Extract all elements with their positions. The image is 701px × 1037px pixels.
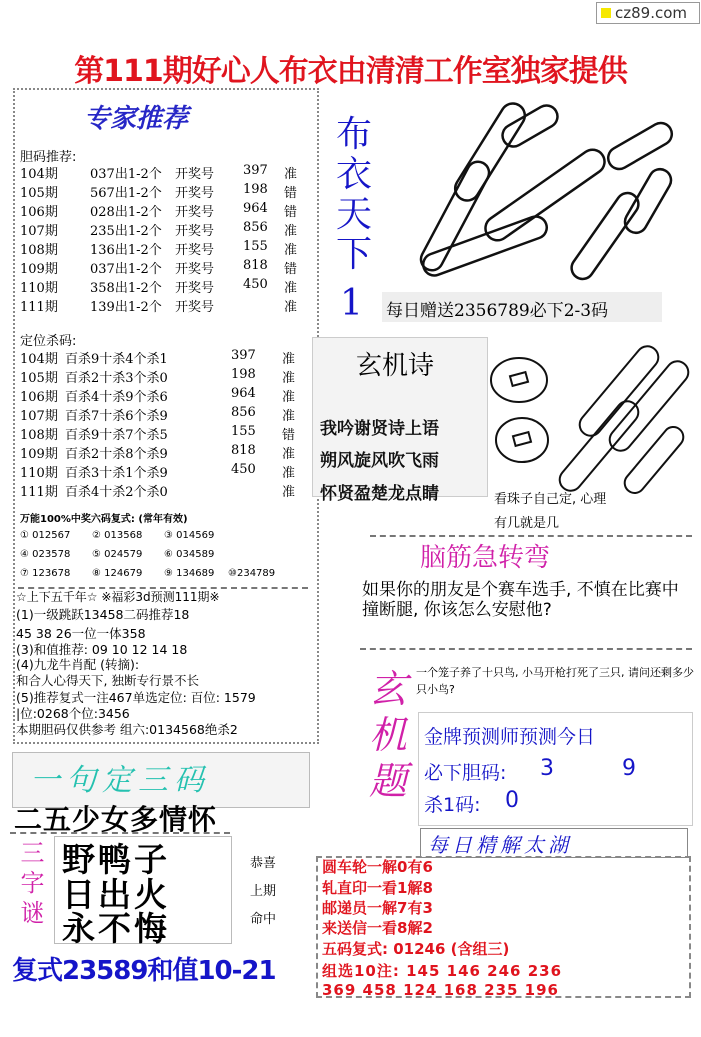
kill-period: 107期 — [20, 409, 58, 424]
expert-heading: 专家推荐 — [84, 104, 189, 134]
buyi-number: 1 — [340, 283, 363, 324]
dan-result: 198 — [243, 182, 268, 197]
dan-result: 818 — [243, 258, 268, 273]
kill-result: 450 — [231, 462, 256, 477]
dan-period: 111期 — [20, 300, 58, 315]
final-clue-line: 邮递员一解7有3 — [322, 899, 433, 917]
dan-result: 450 — [243, 277, 268, 292]
kill-result: 198 — [231, 367, 256, 382]
dan-result: 856 — [243, 220, 268, 235]
kill-verdict: 准 — [282, 447, 296, 462]
dan-period: 107期 — [20, 224, 58, 239]
dan-verdict: 错 — [284, 262, 298, 277]
kill-verdict: 错 — [282, 428, 296, 443]
dan-pick: 037出1-2个 — [90, 167, 162, 182]
beads-hint-line: 有几就是几 — [494, 516, 560, 531]
six-code: ④ 023578 — [20, 549, 71, 560]
kill-verdict: 准 — [282, 352, 296, 367]
gold-dan-value: 3 — [540, 756, 554, 781]
riddle-line: 野鸭子 — [62, 840, 170, 879]
sanzi-label: 三字谜 — [20, 839, 45, 927]
final-clue-line: 五码复式: 01246 (含组三) — [322, 940, 510, 958]
dan-period: 105期 — [20, 186, 58, 201]
dan-label: 胆码推荐: — [20, 150, 77, 165]
note-line: (4)九龙牛肖配 (转摘): — [16, 657, 140, 672]
kill-verdict: 准 — [282, 466, 296, 481]
riddle-line: 日出火 — [62, 875, 170, 914]
site-watermark — [596, 2, 700, 24]
six-code: ⑧ 124679 — [92, 568, 143, 579]
kill-period: 109期 — [20, 447, 58, 462]
gold-title: 金牌预测师预测今日 — [424, 726, 596, 748]
kill-pick: 百杀4十杀9个杀6 — [65, 390, 168, 405]
note-line: |位:0268个位:3456 — [16, 706, 130, 721]
dan-result: 964 — [243, 201, 268, 216]
six-code: ⑦ 123678 — [20, 568, 71, 579]
poem-line: 我吟谢贤诗上语 — [320, 419, 439, 439]
kill-verdict: 准 — [282, 390, 296, 405]
dan-label: 开奖号 — [175, 186, 215, 201]
fushi-banner: 复式23589和值10-21 — [12, 956, 276, 986]
congrats-line: 命中 — [250, 912, 277, 927]
kill-result: 818 — [231, 443, 256, 458]
dan-verdict: 准 — [284, 224, 298, 239]
dan-period: 106期 — [20, 205, 58, 220]
dan-verdict: 错 — [284, 205, 298, 220]
bird-puzzle: 一个笼子养了十只鸟, 小马开枪打死了三只, 请问还剩多少只小鸟? — [416, 666, 694, 696]
dan-verdict: 准 — [284, 243, 298, 258]
kill-period: 104期 — [20, 352, 58, 367]
dan-pick: 567出1-2个 — [90, 186, 162, 201]
kill-result: 155 — [231, 424, 256, 439]
dan-pick: 037出1-2个 — [90, 262, 162, 277]
final-clue-line: 369 458 124 168 235 196 — [322, 981, 559, 999]
dan-label: 开奖号 — [175, 281, 215, 296]
watermark-text: cz89.com — [615, 4, 688, 22]
six-code: ③ 014569 — [164, 530, 215, 541]
final-clue-line: 轧直印一看1解8 — [322, 879, 433, 897]
gold-kill-value: 0 — [505, 788, 519, 813]
gold-dan-label: 必下胆码: — [424, 762, 507, 784]
brain-teaser-title: 脑筋急转弯 — [420, 543, 551, 573]
kill-pick: 百杀2十杀8个杀9 — [65, 447, 168, 462]
note-line: (1)一级跳跃13458二码推荐18 — [16, 607, 190, 622]
kill-result: 964 — [231, 386, 256, 401]
riddle-line: 永不悔 — [62, 909, 170, 948]
final-clue-line: 圆车轮一解0有6 — [322, 858, 433, 876]
congrats-line: 上期 — [250, 884, 277, 899]
daily-gift-text: 每日赠送2356789必下2-3码 — [386, 301, 609, 321]
beads-icon — [484, 340, 696, 500]
dan-pick: 028出1-2个 — [90, 205, 162, 220]
six-code: ⑤ 024579 — [92, 549, 143, 560]
six-code: ⑩234789 — [228, 568, 276, 579]
dan-period: 110期 — [20, 281, 58, 296]
dan-pick: 358出1-2个 — [90, 281, 162, 296]
kill-period: 106期 — [20, 390, 58, 405]
kill-verdict: 准 — [282, 485, 296, 500]
dan-pick: 139出1-2个 — [90, 300, 162, 315]
motto-title: 一句定三码 — [30, 763, 210, 798]
dan-label: 开奖号 — [175, 167, 215, 182]
dan-result: 397 — [243, 163, 268, 178]
dan-period: 109期 — [20, 262, 58, 277]
xuanji-label: 玄机题 — [368, 667, 407, 803]
page-title: 第111期好心人布衣由清清工作室独家提供 — [74, 54, 627, 89]
dan-label: 开奖号 — [175, 224, 215, 239]
six-code: ⑥ 034589 — [164, 549, 215, 560]
dan-period: 104期 — [20, 167, 58, 182]
gold-kill-label: 杀1码: — [424, 794, 481, 816]
dan-verdict: 错 — [284, 186, 298, 201]
congrats-line: 恭喜 — [250, 856, 277, 871]
dan-period: 108期 — [20, 243, 58, 258]
kill-result: 856 — [231, 405, 256, 420]
kill-label: 定位杀码: — [20, 334, 77, 349]
logo-square-icon — [601, 8, 611, 18]
dan-label: 开奖号 — [175, 243, 215, 258]
kill-pick: 百杀9十杀7个杀5 — [65, 428, 168, 443]
dan-pick: 136出1-2个 — [90, 243, 162, 258]
kill-verdict: 准 — [282, 371, 296, 386]
kill-pick: 百杀9十杀4个杀1 — [65, 352, 168, 367]
kill-period: 111期 — [20, 485, 58, 500]
taihu-title: 每日精解太湖 — [428, 833, 572, 857]
note-line: ☆上下五千年☆ ※福彩3d预测111期※ — [16, 590, 220, 604]
kill-pick: 百杀7十杀6个杀9 — [65, 409, 168, 424]
brain-teaser-question: 如果你的朋友是个赛车选手, 不慎在比赛中撞断腿, 你该怎么安慰他? — [362, 580, 679, 620]
kill-pick: 百杀4十杀2个杀0 — [65, 485, 168, 500]
dan-verdict: 准 — [284, 167, 298, 182]
dan-verdict: 准 — [284, 300, 298, 315]
kill-result: 397 — [231, 348, 256, 363]
six-code: ① 012567 — [20, 530, 71, 541]
note-line: 本期胆码仅供参考 组六:0134568绝杀2 — [16, 722, 238, 737]
kill-period: 110期 — [20, 466, 58, 481]
kill-period: 108期 — [20, 428, 58, 443]
final-clue-line: 组选10注: 145 146 246 236 — [322, 962, 563, 980]
final-clue-line: 来送信一看8解2 — [322, 919, 433, 937]
poem-title: 玄机诗 — [356, 351, 435, 381]
dan-pick: 235出1-2个 — [90, 224, 162, 239]
motto-answer: 二五少女多情怀 — [14, 803, 218, 836]
six-code: ② 013568 — [92, 530, 143, 541]
buyi-vertical-title: 布衣天下 — [335, 114, 372, 275]
dan-result: 155 — [243, 239, 268, 254]
poem-line: 朔风旋风吹飞雨 — [320, 451, 439, 471]
kill-verdict: 准 — [282, 409, 296, 424]
dan-label: 开奖号 — [175, 262, 215, 277]
kill-period: 105期 — [20, 371, 58, 386]
dan-label: 开奖号 — [175, 300, 215, 315]
dan-label: 开奖号 — [175, 205, 215, 220]
poem-line: 怀贤盈楚龙点睛 — [320, 484, 439, 504]
gold-dan-value: 9 — [622, 756, 636, 781]
note-line: (5)推荐复式一注467单选定位: 百位: 1579 — [16, 690, 256, 705]
swastika-symbol-icon — [380, 95, 690, 295]
dan-verdict: 准 — [284, 281, 298, 296]
note-line: 和合人心得天下, 独断专行景不长 — [16, 673, 199, 688]
six-code-title: 万能100%中奖六码复式: (常年有效) — [20, 514, 188, 525]
beads-hint-line: 看珠子自己定, 心理 — [494, 492, 607, 507]
note-line: 45 38 26一位一体358 — [16, 626, 146, 641]
six-code: ⑨ 134689 — [164, 568, 215, 579]
note-line: (3)和值推荐: 09 10 12 14 18 — [16, 642, 188, 657]
divider — [360, 648, 692, 650]
kill-pick: 百杀3十杀1个杀9 — [65, 466, 168, 481]
kill-pick: 百杀2十杀3个杀0 — [65, 371, 168, 386]
